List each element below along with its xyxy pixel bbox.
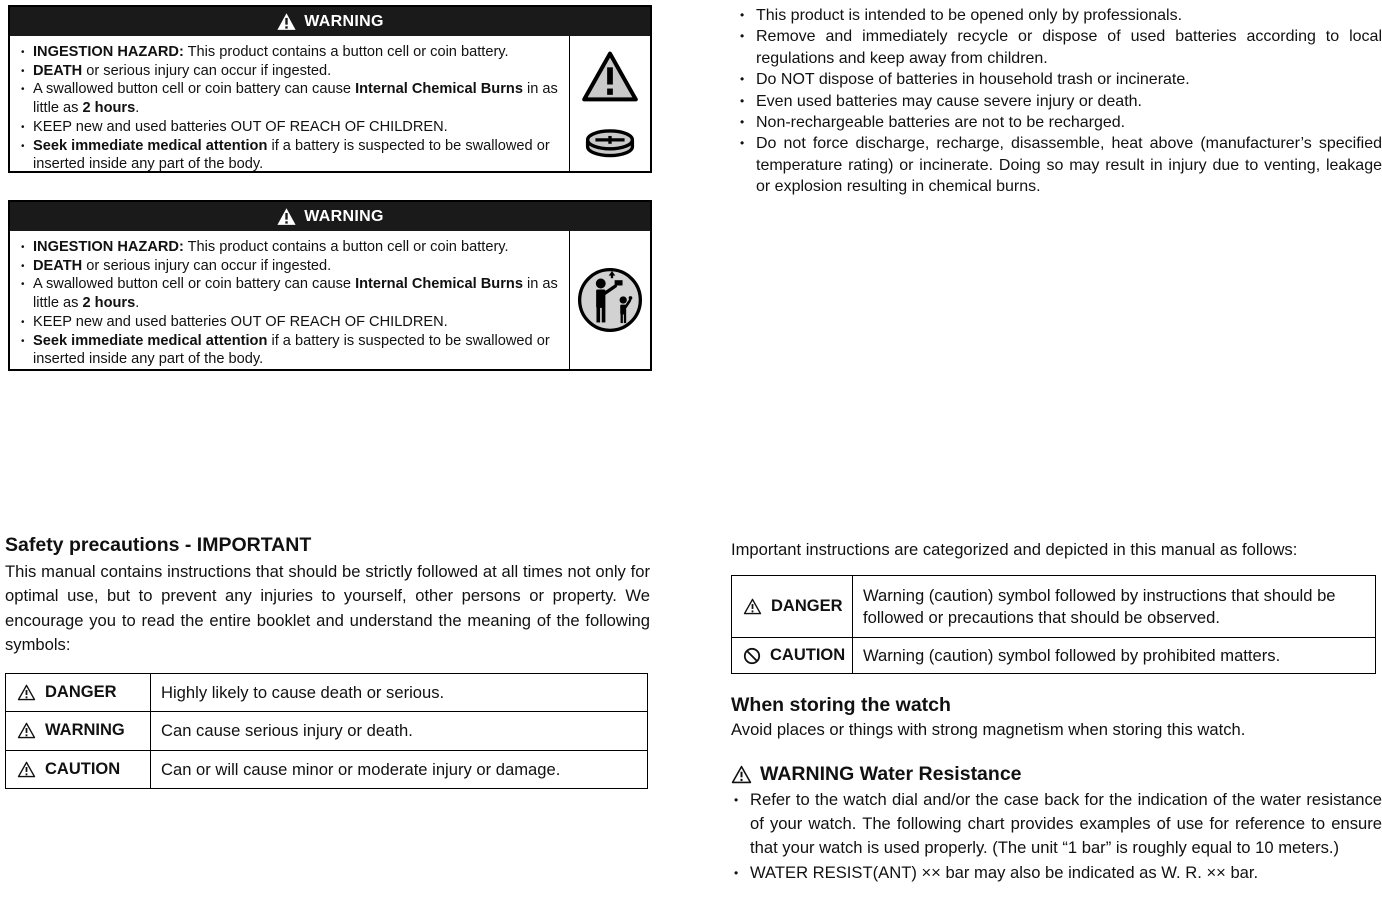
table-row — [6, 673, 648, 712]
warning-triangle-icon — [17, 761, 36, 778]
warning-bullet: • Seek immediate medical attention if a battery is suspected to be swallowed or inserted inside any part of the body. — [14, 332, 561, 369]
warning-bullet: • Seek immediate medical attention if a battery is suspected to be swallowed or inserted inside any part of the body. — [14, 137, 561, 174]
severity-desc: Highly likely to cause death or serious. — [151, 673, 648, 712]
water-resistance-list — [731, 788, 1382, 885]
warning-triangle-icon — [276, 12, 297, 31]
warning-bullet-list — [14, 43, 561, 174]
warning-triangle-icon — [581, 49, 639, 104]
storing-body: Avoid places or things with strong magnetism when storing this watch. — [731, 720, 1246, 740]
warning-bullet: • INGESTION HAZARD: This product contains a button cell or coin battery. — [14, 238, 561, 257]
severity-desc: Can or will cause minor or moderate injury or damage. — [151, 750, 648, 789]
right-column-section — [731, 538, 1382, 885]
warning-text — [10, 231, 569, 369]
warning-text — [10, 36, 569, 171]
warning-bullet: • DEATH or serious injury can occur if ingested. — [14, 257, 561, 276]
warning-triangle-icon — [276, 207, 297, 226]
water-resistance-item: • Refer to the watch dial and/or the case back for the indication of the water resistance of your watch. The following chart provides examples of use for reference to ensure that your watch is used properly. (The unit “1 bar” is roughly equal to 10 meters.) — [731, 788, 1382, 861]
warning-icon-column — [569, 36, 650, 171]
warning-header-label: WARNING — [304, 207, 384, 225]
warning-header — [10, 7, 650, 36]
warning-triangle-icon — [17, 722, 36, 739]
water-resistance-heading — [731, 763, 1382, 786]
categorized-intro: Important instructions are categorized and depicted in this manual as follows: — [731, 540, 1298, 559]
severity-label: CAUTION — [45, 759, 121, 778]
battery-warning-box-2 — [8, 200, 652, 371]
category-desc: Warning (caution) symbol followed by prohibited matters. — [853, 638, 1376, 674]
keep-away-from-children-icon — [577, 267, 643, 333]
category-label: CAUTION — [770, 646, 846, 665]
category-label: DANGER — [771, 597, 843, 616]
section-title: Safety precautions - IMPORTANT — [5, 534, 312, 556]
warning-triangle-icon — [731, 765, 752, 784]
warning-bullet: • KEEP new and used batteries OUT OF REACH OF CHILDREN. — [14, 118, 561, 137]
table-row — [732, 638, 1376, 674]
instruction-item: • This product is intended to be opened only by professionals. — [731, 5, 1382, 26]
table-row — [732, 576, 1376, 638]
warning-header-label: WARNING — [304, 12, 384, 30]
warning-icon-column — [569, 231, 650, 369]
water-resistance-item: • WATER RESIST(ANT) ×× bar may also be indicated as W. R. ×× bar. — [731, 861, 1382, 885]
battery-instructions-list — [731, 5, 1382, 198]
coin-battery-icon — [582, 124, 638, 158]
battery-warning-box-1 — [8, 5, 652, 173]
instruction-item: • Do NOT dispose of batteries in household trash or incinerate. — [731, 69, 1382, 90]
instruction-item: • Non-rechargeable batteries are not to be recharged. — [731, 112, 1382, 133]
warning-bullet-list — [14, 238, 561, 369]
warning-bullet: • KEEP new and used batteries OUT OF REACH OF CHILDREN. — [14, 313, 561, 332]
warning-bullet: • A swallowed button cell or coin battery can cause Internal Chemical Burns in as little as 2 hours. — [14, 275, 561, 312]
warning-bullet: • INGESTION HAZARD: This product contains a button cell or coin battery. — [14, 43, 561, 62]
severity-table — [5, 673, 648, 790]
severity-label: DANGER — [45, 682, 117, 701]
warning-triangle-icon — [17, 684, 36, 701]
category-desc: Warning (caution) symbol followed by instructions that should be followed or precautions that should be observed. — [853, 576, 1376, 638]
warning-header — [10, 202, 650, 231]
instruction-item: • Do not force discharge, recharge, disassemble, heat above (manufacturer’s specified temperature rating) or incinerate. Doing so may result in injury due to venting, leakage or explosion resulting in chemical burns. — [731, 133, 1382, 197]
water-resistance-section — [731, 763, 1382, 885]
table-row — [6, 712, 648, 751]
severity-desc: Can cause serious injury or death. — [151, 712, 648, 751]
safety-precautions-section — [5, 533, 650, 789]
category-table — [731, 575, 1376, 674]
warning-triangle-icon — [743, 598, 762, 615]
warning-bullet: • DEATH or serious injury can occur if ingested. — [14, 62, 561, 81]
warning-bullet: • A swallowed button cell or coin battery can cause Internal Chemical Burns in as little as 2 hours. — [14, 80, 561, 117]
prohibition-icon — [743, 647, 761, 665]
instruction-item: • Remove and immediately recycle or dispose of used batteries according to local regulations and keep away from children. — [731, 26, 1382, 69]
severity-label: WARNING — [45, 721, 125, 740]
section-body: This manual contains instructions that should be strictly followed at all times not only for optimal use, but to prevent any injuries to yourself, other persons or property. We encourage you to read the entire booklet and understand the meaning of the following symbols: — [5, 562, 650, 655]
water-resistance-title: WARNING Water Resistance — [760, 762, 1022, 785]
instruction-item: • Even used batteries may cause severe injury or death. — [731, 91, 1382, 112]
table-row — [6, 750, 648, 789]
storing-title: When storing the watch — [731, 694, 951, 717]
storing-section — [731, 693, 1382, 742]
